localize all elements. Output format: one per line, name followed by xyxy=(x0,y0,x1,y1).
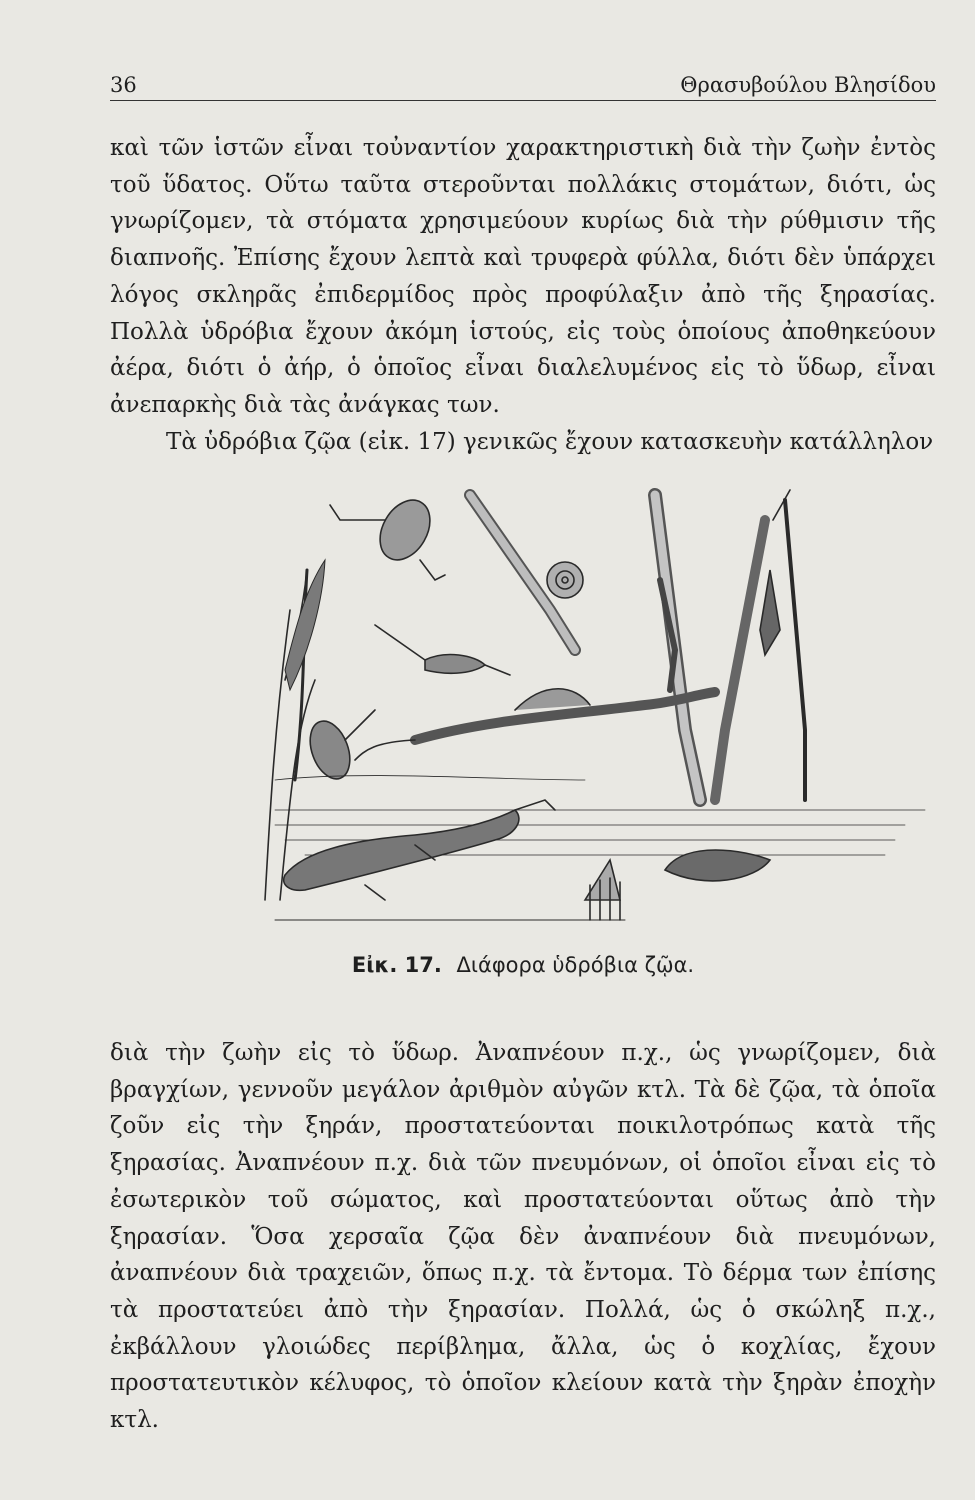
figure-illustration xyxy=(245,480,950,940)
paragraph-2-continued: διὰ τὴν ζωὴν εἰς τὸ ὕδωρ. Ἀναπνέουν π.χ., ὡς γνωρίζομεν, διὰ βραγχίων, γεννοῦν μεγάλον ἀριθμὸν αὐγῶν κτλ. Τὰ δὲ ζῷα, τὰ ὁποῖα ζοῦν εἰς τὴν ξηράν, προστατεύονται ποικιλοτρόπως κατὰ τῆς ξηρασίας. Ἀναπνέουν π.χ. διὰ τῶν πνευμόνων, οἱ ὁποῖοι εἶναι εἰς τὸ ἐσωτερικὸν τοῦ σώματος, καὶ προστατεύονται οὕτως ἀπὸ τὴν ξηρασίαν. Ὅσα χερσαῖα ζῷα δὲν ἀναπνέουν διὰ πνευμόνων, ἀναπνέουν διὰ τραχειῶν, ὅπως π.χ. τὰ ἔντομα. Τὸ δέρμα των ἐπίσης τὰ προστατεύει ἀπὸ τὴν ξηρασίαν. Πολλά, ὡς ὁ σκώληξ π.χ., ἐκβάλλουν γλοιώδες περίβλημα, ἄλλα, ὡς ὁ κοχλίας, ἔχουν προστατευτικὸν κέλυφος, τὸ ὁποῖον κλείουν κατὰ τὴν ξηρὰν ἐποχὴν κτλ. xyxy=(110,1040,936,1434)
figure-caption xyxy=(110,950,936,980)
page-header xyxy=(110,72,936,101)
page-number: 36 xyxy=(110,73,137,97)
aquatic-animals-engraving xyxy=(245,480,950,940)
paragraph-1 xyxy=(110,130,936,460)
paragraph-2-start: Τὰ ὑδρόβια ζῷα (εἰκ. 17) γενικῶς ἔχουν κατασκευὴν κατάλληλον xyxy=(166,428,934,455)
running-title: Θρασυβούλου Βλησίδου xyxy=(680,73,936,97)
figure-label: Εἰκ. 17. xyxy=(351,953,442,977)
paragraph-1-text: καὶ τῶν ἱστῶν εἶναι τοὐναντίον χαρακτηριστικὴ διὰ τὴν ζωὴν ἐντὸς τοῦ ὕδατος. Οὕτω ταῦτα στεροῦνται πολλάκις στομάτων, διότι, ὡς γνωρίζομεν, τὰ στόματα χρησιμεύουν κυρίως διὰ τὴν ρύθμισιν τῆς διαπνοῆς. Ἐπίσης ἔχουν λεπτὰ καὶ τρυφερὰ φύλλα, διότι δὲν ὑπάρχει λόγος σκληρᾶς ἐπιδερμίδος πρὸς προφύλαξιν ἀπὸ τῆς ξηρασίας. Πολλὰ ὑδρόβια ἔχουν ἀκόμη ἱστούς, εἰς τοὺς ὁποίους ἀποθηκεύουν ἀέρα, διότι ὁ ἀήρ, ὁ ὁποῖος εἶναι διαλελυμένος εἰς τὸ ὕδωρ, εἶναι ἀνεπαρκὴς διὰ τὰς ἀνάγκας των. xyxy=(110,135,936,418)
figure-caption-text: Διάφορα ὑδρόβια ζῷα. xyxy=(456,953,695,977)
